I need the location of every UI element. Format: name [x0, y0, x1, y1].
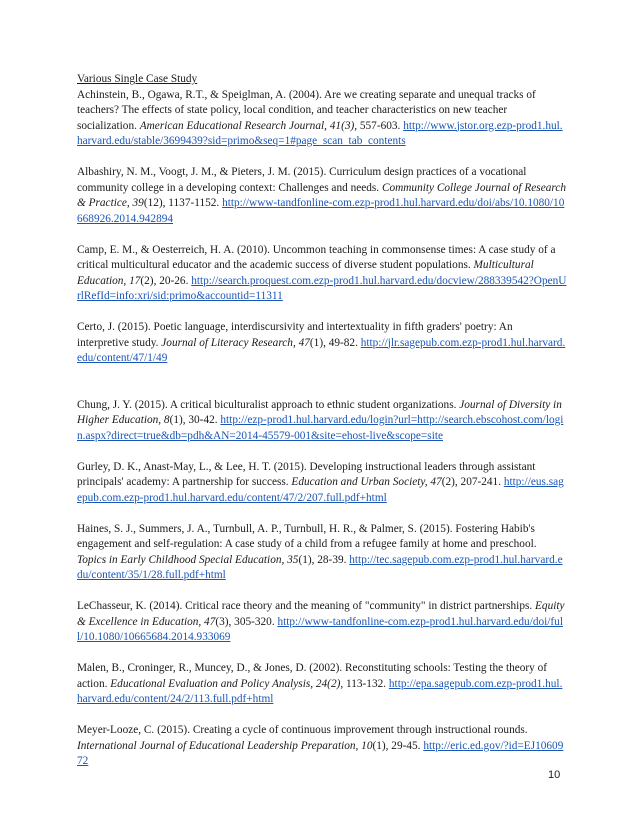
document-body [77, 72, 567, 785]
reference-entry [77, 460, 567, 507]
reference-text: Albashiry, N. M., Voogt, J. M., & Pieters, J. M. (2015). Curriculum design practices of a vocational community college in a developing context: Challenges and needs. [77, 166, 527, 194]
reference-text: Gurley, D. K., Anast-May, L., & Lee, H. T. (2015). Developing instructional leaders through assistant principals' academy: A partnership for success. [77, 460, 536, 488]
reference-citation: 557-603. [357, 119, 404, 132]
journal-title: International Journal of Educational Leadership Preparation, 10 [77, 739, 373, 752]
reference-text: LeChasseur, K. (2014). Critical race theory and the meaning of "community" in district partnerships. [77, 600, 536, 612]
reference-link[interactable]: http://epa.sagepub.com.ezp-prod1.hul.harvard.edu/content/24/2/113.full.pdf+html [77, 677, 563, 705]
journal-title: Topics in Early Childhood Special Education, 35 [77, 553, 299, 566]
reference-entry [77, 243, 567, 305]
reference-text: Certo, J. (2015). Poetic language, interdiscursivity and intertextuality in fifth graders' poetry: An interpretive study. [77, 321, 513, 349]
reference-citation: (2), 20-26. [140, 274, 192, 287]
journal-title: Journal of Diversity in Higher Education, 8 [77, 398, 562, 426]
reference-citation: (12), 1137-1152. [143, 197, 223, 209]
reference-entry [77, 661, 567, 708]
journal-title: Equity & Excellence in Education, 47 [77, 600, 565, 628]
reference-citation: (1), 49-82. [309, 336, 361, 349]
reference-text: Meyer-Looze, C. (2015). Creating a cycle of continuous improvement through instructional rounds. [77, 724, 528, 736]
section-heading: Various Single Case Study [77, 73, 198, 85]
journal-title: Multicultural Education, 17 [77, 259, 534, 287]
journal-title: Educational Evaluation and Policy Analysis, 24(2), [110, 677, 344, 690]
journal-title: Education and Urban Society, 47 [291, 476, 442, 488]
reference-entry [77, 522, 567, 584]
reference-link[interactable]: http://eus.sagepub.com.ezp-prod1.hul.harvard.edu/content/47/2/207.full.pdf+html [77, 476, 564, 504]
reference-entry [77, 599, 567, 646]
reference-link[interactable]: http://tec.sagepub.com.ezp-prod1.hul.harvard.edu/content/35/1/28.full.pdf+html [77, 553, 563, 581]
journal-title: Community College Journal of Research & Practice, 39 [77, 181, 567, 209]
reference-link[interactable]: http://ezp-prod1.hul.harvard.edu/login?url=http://search.ebscohost.com/login.aspx?direct=true&db=pdh&AN=2014-45579-001&site=ehost-live&scope=site [77, 414, 564, 442]
reference-citation: 113-132. [343, 677, 389, 690]
reference-citation: (2), 207-241. [441, 476, 504, 488]
page-number: 10 [548, 769, 561, 781]
reference-text: Malen, B., Croninger, R., Muncey, D., & Jones, D. (2002). Reconstituting schools: Testing the theory of action. [77, 662, 548, 690]
reference-text: Haines, S. J., Summers, J. A., Turnbull, A. P., Turnbull, H. R., & Palmer, S. (2015). Fostering Habib's engagement and self-regulation: A case study of a child from a refugee family at home and preschool. [77, 522, 537, 550]
reference-entry [77, 320, 567, 367]
reference-citation: (1), 29-45. [372, 739, 424, 752]
reference-entry [77, 723, 567, 770]
journal-title: American Educational Research Journal, 41(3), [139, 119, 358, 132]
reference-entry [77, 165, 567, 227]
reference-entry [77, 398, 567, 445]
reference-entry [77, 88, 567, 150]
reference-text: Achinstein, B., Ogawa, R.T., & Speiglman, A. (2004). Are we creating separate and unequal tracks of teachers? The effects of state policy, local condition, and teacher characteristics on new teacher socialization. [77, 88, 536, 132]
reference-citation: (1), 30-42. [169, 414, 221, 426]
reference-link[interactable]: http://www.jstor.org.ezp-prod1.hul.harvard.edu/stable/3699439?sid=primo&seq=1#page_scan_tab_contents [77, 119, 563, 147]
reference-link[interactable]: http://www-tandfonline-com.ezp-prod1.hul.harvard.edu/doi/abs/10.1080/10668926.2014.942894 [77, 197, 565, 225]
reference-link[interactable]: http://jlr.sagepub.com.ezp-prod1.hul.harvard.edu/content/47/1/49 [77, 336, 566, 364]
reference-text: Camp, E. M., & Oesterreich, H. A. (2010). Uncommon teaching in commonsense times: A case study of a critical multicultural educator and the academic success of diverse student populations. [77, 243, 556, 271]
reference-link[interactable]: http://www-tandfonline-com.ezp-prod1.hul.harvard.edu/doi/full/10.1080/10665684.2014.933069 [77, 615, 563, 643]
reference-citation: (3), 305-320. [215, 615, 278, 628]
reference-link[interactable]: http://eric.ed.gov/?id=EJ1060972 [77, 739, 564, 767]
journal-title: Journal of Literacy Research, 47 [161, 336, 310, 349]
reference-text: Chung, J. Y. (2015). A critical biculturalist approach to ethnic student organizations. [77, 398, 460, 411]
reference-link[interactable]: http://search.proquest.com.ezp-prod1.hul.harvard.edu/docview/288339542?OpenUrlRefId=info:xri/sid:primo&accountid=11311 [77, 274, 567, 302]
reference-citation: (1), 28-39. [298, 553, 350, 566]
